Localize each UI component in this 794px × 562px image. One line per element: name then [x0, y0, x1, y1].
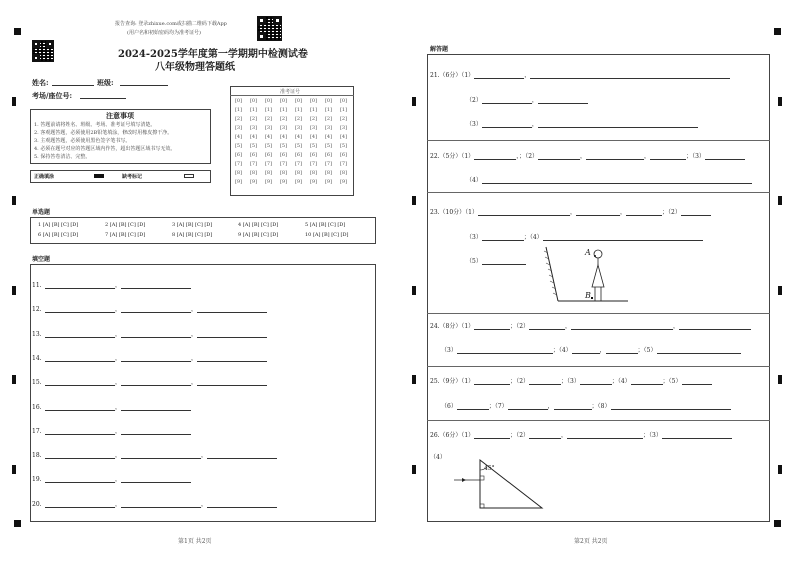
fill-blank-row: 18. ， ， [32, 450, 277, 459]
answer-blank[interactable] [121, 404, 191, 411]
q23-line3: （5） [466, 256, 526, 265]
choice-q6[interactable]: 6 [A] [B] [C] [D] [38, 232, 79, 238]
q23-blank[interactable] [681, 209, 711, 216]
side-mark [412, 97, 416, 106]
exam-id-digit[interactable]: [4] [234, 134, 243, 140]
q25-line2: （6） ；（7） ， ；（8） [441, 401, 731, 410]
class-label: 班级: [97, 78, 114, 87]
exam-id-digit[interactable]: [9] [339, 179, 348, 185]
side-mark [12, 196, 16, 205]
exam-id-column [278, 97, 289, 187]
exam-id-digit[interactable]: [1] [294, 107, 303, 113]
question-number: 20. [32, 500, 42, 508]
side-mark [412, 286, 416, 295]
exam-id-digit[interactable]: [7] [249, 161, 258, 167]
side-mark [12, 465, 16, 474]
choice-q1[interactable]: 1 [A] [B] [C] [D] [38, 222, 79, 228]
q21-blank[interactable] [474, 72, 524, 79]
answer-blank[interactable] [121, 355, 191, 362]
page-number: 第1页 共2页 [178, 538, 212, 545]
answer-blank[interactable] [197, 331, 267, 338]
answer-blank[interactable] [121, 379, 191, 386]
notice-title: 注意事项 [106, 111, 134, 120]
fill-blank-row: 16. ， [32, 402, 191, 411]
q24-blank[interactable] [571, 323, 673, 330]
q25-blank[interactable] [508, 403, 548, 410]
choice-q5[interactable]: 5 [A] [B] [C] [D] [305, 222, 346, 228]
section-divider [427, 140, 770, 141]
exam-id-digit[interactable]: [4] [279, 134, 288, 140]
exam-id-column [338, 97, 349, 187]
q23-blank[interactable] [478, 209, 570, 216]
answer-section-title: 解答题 [430, 46, 449, 53]
exam-id-digit[interactable]: [4] [264, 134, 273, 140]
exam-id-digit[interactable]: [8] [339, 170, 348, 176]
q23-line1: 23.（10分）（1） ， ， ；（2） [430, 207, 711, 216]
exam-id-digit[interactable]: [8] [279, 170, 288, 176]
side-mark [12, 97, 16, 106]
single-choice-title: 单选题 [32, 209, 51, 216]
answer-blank[interactable] [45, 428, 115, 435]
name-label: 姓名: [32, 78, 49, 87]
answer-blank[interactable] [121, 282, 191, 289]
exam-id-digit[interactable]: [9] [249, 179, 258, 185]
exam-id-digit[interactable]: [9] [294, 179, 303, 185]
answer-blank[interactable] [121, 331, 191, 338]
exam-id-digit[interactable]: [6] [339, 152, 348, 158]
q24-blank[interactable] [474, 323, 510, 330]
exam-id-column [248, 97, 259, 187]
exam-id-digit[interactable]: [6] [234, 152, 243, 158]
exam-id-digit[interactable]: [0] [264, 98, 273, 104]
side-mark [412, 465, 416, 474]
q24-blank[interactable] [679, 323, 751, 330]
question-number: 17. [32, 427, 42, 435]
q22-blank[interactable] [586, 153, 644, 160]
answer-blank[interactable] [45, 404, 115, 411]
answer-blank[interactable] [207, 501, 277, 508]
q25-blank[interactable] [682, 378, 712, 385]
exam-id-digit[interactable]: [9] [324, 179, 333, 185]
question-number: 14. [32, 354, 42, 362]
q25-blank[interactable] [457, 403, 489, 410]
missing-label: 缺考标记 [122, 174, 143, 180]
exam-id-digit[interactable]: [6] [324, 152, 333, 158]
answer-blank[interactable] [45, 501, 115, 508]
qr-corner [46, 40, 54, 48]
q24-line1: 24.（8分）（1） ；（2） ， ， [430, 321, 751, 330]
class-field[interactable] [120, 79, 168, 86]
q25-blank[interactable] [554, 403, 592, 410]
side-mark [412, 375, 416, 384]
side-mark [778, 375, 782, 384]
exam-id-digit[interactable]: [0] [309, 98, 318, 104]
answer-blank[interactable] [45, 331, 115, 338]
exam-id-digit[interactable]: [7] [279, 161, 288, 167]
q21-line2: （2） ， [466, 95, 588, 104]
exam-id-digit[interactable]: [3] [279, 125, 288, 131]
exam-id-digit[interactable]: [2] [324, 116, 333, 122]
q24-blank[interactable] [657, 347, 741, 354]
q26-blank[interactable] [662, 432, 732, 439]
exam-id-digit[interactable]: [9] [264, 179, 273, 185]
fill-blank-row: 19. ， [32, 474, 191, 483]
q26-line1: 26.（6分）（1） ；（2） ， ；（3） [430, 430, 732, 439]
qr-corner [32, 40, 40, 48]
exam-id-digit[interactable]: [2] [309, 116, 318, 122]
seat-field[interactable] [80, 92, 126, 99]
answer-blank[interactable] [121, 476, 191, 483]
page-number: 第2页 共2页 [574, 538, 608, 545]
qr-corner [257, 16, 266, 25]
question-number: 15. [32, 379, 42, 387]
corner-mark-tl [14, 28, 21, 35]
exam-id-digit[interactable]: [6] [264, 152, 273, 158]
q22-line1: 22.（5分）（1） ，；（2） ， ， ；（3） [430, 151, 745, 160]
fill-blank-row: 11. ， [32, 280, 191, 289]
q24-blank[interactable] [529, 323, 565, 330]
answer-blank[interactable] [197, 379, 267, 386]
q25-line1: 25.（9分）（1） ；（2） ；（3） ；（4） ；（5） [430, 376, 712, 385]
exam-id-digit[interactable]: [5] [249, 143, 258, 149]
exam-id-digit[interactable]: [0] [279, 98, 288, 104]
exam-id-digit[interactable]: [5] [339, 143, 348, 149]
side-mark [778, 97, 782, 106]
choice-q7[interactable]: 7 [A] [B] [C] [D] [105, 232, 146, 238]
side-mark [778, 196, 782, 205]
exam-id-digit[interactable]: [4] [339, 134, 348, 140]
report-notice-sub: (用户名和初始密码均为准考证号) [127, 30, 201, 36]
q22-blank[interactable] [538, 153, 580, 160]
answer-blank[interactable] [45, 306, 115, 313]
exam-id-divider [230, 95, 354, 96]
exam-id-digit[interactable]: [5] [294, 143, 303, 149]
exam-id-digit[interactable]: [4] [294, 134, 303, 140]
q23-blank[interactable] [482, 234, 524, 241]
exam-id-digit[interactable]: [0] [339, 98, 348, 104]
exam-id-digit[interactable]: [3] [309, 125, 318, 131]
q22-blank[interactable] [705, 153, 745, 160]
exam-id-digit[interactable]: [0] [249, 98, 258, 104]
section-divider [427, 192, 770, 193]
exam-id-digit[interactable]: [5] [309, 143, 318, 149]
exam-id-digit[interactable]: [0] [234, 98, 243, 104]
exam-id-digit[interactable]: [3] [294, 125, 303, 131]
correct-fill-label: 正确填涂 [34, 174, 55, 180]
corner-mark-br [774, 520, 781, 527]
exam-id-digit[interactable]: [8] [249, 170, 258, 176]
q22-blank[interactable] [650, 153, 686, 160]
answer-blank[interactable] [121, 306, 191, 313]
notice-item: 4. 必须在题号对应的答题区域内作答，超出答题区域书写无效。 [34, 146, 176, 152]
q24-blank[interactable] [572, 347, 600, 354]
choice-q8[interactable]: 8 [A] [B] [C] [D] [172, 232, 213, 238]
q22-blank[interactable] [482, 177, 752, 184]
q25-blank[interactable] [580, 378, 612, 385]
fill-blank-row: 17. ， [32, 426, 191, 435]
q25-blank[interactable] [529, 378, 561, 385]
q24-blank[interactable] [457, 347, 553, 354]
exam-id-digit[interactable]: [8] [234, 170, 243, 176]
missing-mark-checkbox[interactable] [184, 174, 194, 178]
exam-id-digit[interactable]: [7] [234, 161, 243, 167]
answer-blank[interactable] [207, 452, 277, 459]
exam-id-column [323, 97, 334, 187]
q26-blank[interactable] [529, 432, 561, 439]
page-title: 2024-2025学年度第一学期期中检测试卷 [118, 49, 308, 60]
exam-id-digit[interactable]: [1] [234, 107, 243, 113]
qr-corner [273, 16, 282, 25]
exam-id-digit[interactable]: [3] [264, 125, 273, 131]
q23-blank[interactable] [576, 209, 620, 216]
q21-blank[interactable] [538, 121, 698, 128]
q21-blank[interactable] [538, 97, 588, 104]
question-number: 18. [32, 452, 42, 460]
answer-blank[interactable] [197, 306, 267, 313]
fill-blank-row: 15. ， ， [32, 377, 267, 386]
question-number: 16. [32, 403, 42, 411]
q23-blank[interactable] [626, 209, 662, 216]
exam-id-digit[interactable]: [7] [264, 161, 273, 167]
exam-id-digit[interactable]: [1] [324, 107, 333, 113]
exam-id-digit[interactable]: [7] [324, 161, 333, 167]
exam-id-digit[interactable]: [0] [294, 98, 303, 104]
q21-blank[interactable] [482, 97, 532, 104]
exam-id-digit[interactable]: [5] [264, 143, 273, 149]
answer-blank[interactable] [45, 476, 115, 483]
exam-id-digit[interactable]: [2] [294, 116, 303, 122]
answer-blank[interactable] [121, 501, 201, 508]
figure-label-b: B [585, 291, 591, 300]
q24-blank[interactable] [606, 347, 638, 354]
q23-line2: （3） ；（4） [466, 232, 703, 241]
exam-id-digit[interactable]: [2] [234, 116, 243, 122]
q25-blank[interactable] [631, 378, 663, 385]
exam-id-digit[interactable]: [3] [339, 125, 348, 131]
exam-id-digit[interactable]: [1] [309, 107, 318, 113]
exam-id-digit[interactable]: [1] [279, 107, 288, 113]
q23-blank[interactable] [543, 234, 703, 241]
notice-item: 3. 主观题答题，必须使用黑色签字笔书写。 [34, 138, 131, 144]
q25-blank[interactable] [474, 378, 510, 385]
exam-id-digit[interactable]: [4] [309, 134, 318, 140]
exam-id-label: 准考证号 [280, 89, 301, 95]
exam-id-digit[interactable]: [4] [324, 134, 333, 140]
q21-line3: （3） ， [466, 119, 698, 128]
answer-blank[interactable] [45, 355, 115, 362]
seat-label: 考场/座位号: [32, 91, 73, 100]
page-subtitle: 八年级物理答题纸 [155, 62, 235, 73]
exam-id-digit[interactable]: [0] [324, 98, 333, 104]
exam-id-digit[interactable]: [1] [264, 107, 273, 113]
exam-id-digit[interactable]: [2] [264, 116, 273, 122]
exam-id-digit[interactable]: [6] [249, 152, 258, 158]
section-divider [427, 420, 770, 421]
side-mark [12, 286, 16, 295]
exam-id-digit[interactable]: [6] [294, 152, 303, 158]
exam-id-column [233, 97, 244, 187]
question-number: 19. [32, 476, 42, 484]
exam-id-digit[interactable]: [2] [249, 116, 258, 122]
question-number: 11. [32, 282, 42, 289]
exam-id-digit[interactable]: [6] [309, 152, 318, 158]
exam-id-column [263, 97, 274, 187]
exam-id-digit[interactable]: [8] [324, 170, 333, 176]
qr-corner [32, 54, 40, 62]
exam-id-digit[interactable]: [8] [264, 170, 273, 176]
q26-line2: （4） [430, 454, 446, 461]
choice-q3[interactable]: 3 [A] [B] [C] [D] [172, 222, 213, 228]
name-field[interactable] [52, 79, 94, 86]
report-notice: 报告查询: 登录zhixue.com或扫描二维码下载App [115, 21, 227, 27]
q21-blank[interactable] [482, 121, 532, 128]
exam-id-digit[interactable]: [7] [309, 161, 318, 167]
question-number: 13. [32, 330, 42, 338]
q26-blank[interactable] [567, 432, 643, 439]
exam-id-column [308, 97, 319, 187]
answer-blank[interactable] [197, 355, 267, 362]
choice-q9[interactable]: 9 [A] [B] [C] [D] [238, 232, 279, 238]
q25-blank[interactable] [611, 403, 731, 410]
exam-id-digit[interactable]: [9] [279, 179, 288, 185]
correct-fill-example [94, 174, 104, 178]
side-mark [412, 196, 416, 205]
notice-item: 5. 保持答卷清洁、完整。 [34, 154, 91, 160]
exam-id-digit[interactable]: [3] [234, 125, 243, 131]
exam-id-digit[interactable]: [6] [279, 152, 288, 158]
exam-id-digit[interactable]: [7] [294, 161, 303, 167]
side-mark [12, 375, 16, 384]
exam-id-digit[interactable]: [4] [249, 134, 258, 140]
answer-blank[interactable] [121, 452, 201, 459]
q24-line2: （3） ；（4） ， ；（5） [441, 345, 741, 354]
angle-label: 45° [484, 465, 495, 472]
figure-label-a: A [585, 248, 591, 257]
fill-blank-row: 13. ， ， [32, 329, 267, 338]
section-divider [427, 366, 770, 367]
exam-id-digit[interactable]: [8] [309, 170, 318, 176]
exam-id-digit[interactable]: [1] [339, 107, 348, 113]
exam-id-digit[interactable]: [3] [249, 125, 258, 131]
qr-corner [257, 32, 266, 41]
exam-id-digit[interactable]: [5] [279, 143, 288, 149]
q21-line1: 21.（6分）（1） ， [430, 70, 730, 79]
exam-id-digit[interactable]: [9] [234, 179, 243, 185]
exam-id-digit[interactable]: [5] [324, 143, 333, 149]
prism-figure [452, 458, 547, 510]
choice-q2[interactable]: 2 [A] [B] [C] [D] [105, 222, 146, 228]
section-divider [427, 313, 770, 314]
exam-id-digit[interactable]: [3] [324, 125, 333, 131]
question-number: 12. [32, 306, 42, 314]
q22-line2: （4） [466, 175, 752, 184]
answer-blank[interactable] [45, 282, 115, 289]
corner-mark-tr [774, 28, 781, 35]
fill-blank-row: 20. ， ， [32, 499, 277, 508]
notice-item: 2. 客观题答题，必须使用2B铅笔填涂，修改时用橡皮擦干净。 [34, 130, 173, 136]
exam-id-digit[interactable]: [5] [234, 143, 243, 149]
answer-blank[interactable] [45, 452, 115, 459]
choice-q10[interactable]: 10 [A] [B] [C] [D] [305, 232, 349, 238]
notice-item: 1. 答题前请将姓名、班级、考场、准考证号填写清楚。 [34, 122, 156, 128]
q21-blank[interactable] [530, 72, 730, 79]
answer-blank[interactable] [45, 379, 115, 386]
exam-id-digit[interactable]: [2] [339, 116, 348, 122]
exam-id-column [293, 97, 304, 187]
side-mark [778, 286, 782, 295]
corner-mark-bl [14, 520, 21, 527]
fill-blank-row: 12. ， ， [32, 304, 267, 313]
exam-id-digit[interactable]: [8] [294, 170, 303, 176]
exam-id-digit[interactable]: [1] [249, 107, 258, 113]
choice-q4[interactable]: 4 [A] [B] [C] [D] [238, 222, 279, 228]
side-mark [778, 465, 782, 474]
exam-id-digit[interactable]: [9] [309, 179, 318, 185]
fill-blank-title: 填空题 [32, 256, 51, 263]
q23-blank[interactable] [482, 258, 526, 265]
q26-blank[interactable] [474, 432, 510, 439]
exam-id-digit[interactable]: [2] [279, 116, 288, 122]
q22-blank[interactable] [474, 153, 516, 160]
answer-blank[interactable] [121, 428, 191, 435]
fill-blank-row: 14. ， ， [32, 353, 267, 362]
exam-id-digit[interactable]: [7] [339, 161, 348, 167]
